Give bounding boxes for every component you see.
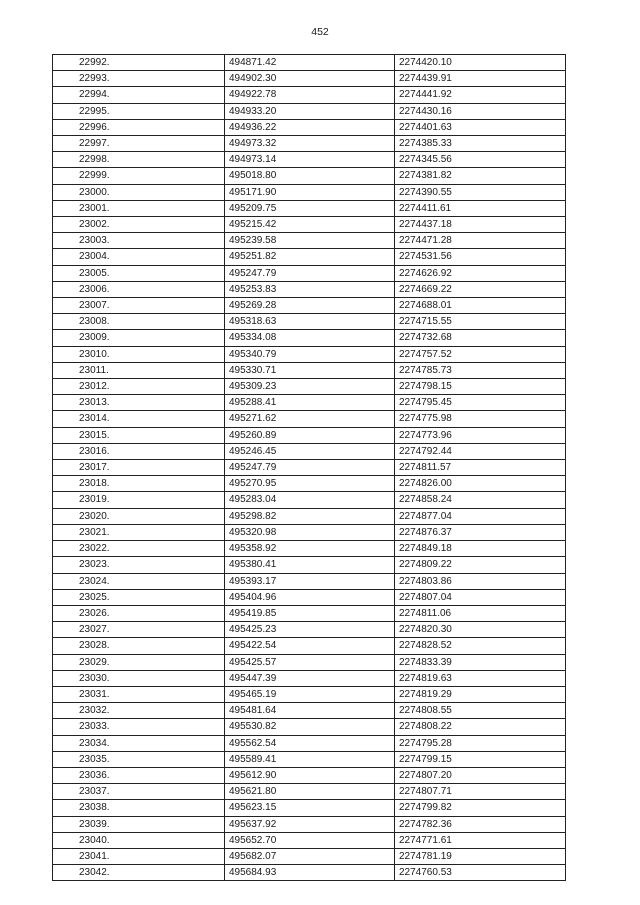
point-number-cell: 23000. (53, 184, 225, 200)
table-row (53, 265, 566, 281)
table-row (53, 55, 566, 71)
x-coordinate-cell: 495330.71 (225, 362, 395, 378)
table-row (53, 136, 566, 152)
table-row (53, 686, 566, 702)
x-coordinate-cell: 495251.82 (225, 249, 395, 265)
y-coordinate-cell: 2274833.39 (395, 654, 566, 670)
point-number-cell: 23014. (53, 411, 225, 427)
table-row (53, 832, 566, 848)
table-row (53, 654, 566, 670)
x-coordinate-cell: 495652.70 (225, 832, 395, 848)
x-coordinate-cell: 495288.41 (225, 395, 395, 411)
table-row (53, 508, 566, 524)
table-row (53, 735, 566, 751)
table-row (53, 443, 566, 459)
x-coordinate-cell: 495447.39 (225, 670, 395, 686)
y-coordinate-cell: 2274437.18 (395, 217, 566, 233)
y-coordinate-cell: 2274795.28 (395, 735, 566, 751)
x-coordinate-cell: 495269.28 (225, 298, 395, 314)
y-coordinate-cell: 2274808.55 (395, 703, 566, 719)
x-coordinate-cell: 495637.92 (225, 816, 395, 832)
x-coordinate-cell: 495419.85 (225, 605, 395, 621)
x-coordinate-cell: 495422.54 (225, 638, 395, 654)
y-coordinate-cell: 2274819.63 (395, 670, 566, 686)
y-coordinate-cell: 2274381.82 (395, 168, 566, 184)
x-coordinate-cell: 495239.58 (225, 233, 395, 249)
table-row (53, 103, 566, 119)
y-coordinate-cell: 2274811.06 (395, 605, 566, 621)
x-coordinate-cell: 495530.82 (225, 719, 395, 735)
y-coordinate-cell: 2274773.96 (395, 427, 566, 443)
table-row (53, 557, 566, 573)
page-number: 452 (311, 26, 329, 38)
point-number-cell: 23035. (53, 751, 225, 767)
table-row (53, 573, 566, 589)
x-coordinate-cell: 495260.89 (225, 427, 395, 443)
x-coordinate-cell: 494933.20 (225, 103, 395, 119)
x-coordinate-cell: 495270.95 (225, 476, 395, 492)
point-number-cell: 23019. (53, 492, 225, 508)
point-number-cell: 23036. (53, 767, 225, 783)
x-coordinate-cell: 494922.78 (225, 87, 395, 103)
x-coordinate-cell: 495562.54 (225, 735, 395, 751)
x-coordinate-cell: 495358.92 (225, 541, 395, 557)
y-coordinate-cell: 2274626.92 (395, 265, 566, 281)
y-coordinate-cell: 2274819.29 (395, 686, 566, 702)
point-number-cell: 23016. (53, 443, 225, 459)
point-number-cell: 23033. (53, 719, 225, 735)
y-coordinate-cell: 2274531.56 (395, 249, 566, 265)
table-row (53, 622, 566, 638)
x-coordinate-cell: 495309.23 (225, 379, 395, 395)
point-number-cell: 23040. (53, 832, 225, 848)
table-row (53, 200, 566, 216)
y-coordinate-cell: 2274849.18 (395, 541, 566, 557)
y-coordinate-cell: 2274798.15 (395, 379, 566, 395)
y-coordinate-cell: 2274760.53 (395, 865, 566, 881)
x-coordinate-cell: 495465.19 (225, 686, 395, 702)
x-coordinate-cell: 494936.22 (225, 119, 395, 135)
y-coordinate-cell: 2274757.52 (395, 346, 566, 362)
table-row (53, 492, 566, 508)
x-coordinate-cell: 495393.17 (225, 573, 395, 589)
point-number-cell: 23024. (53, 573, 225, 589)
table-row (53, 784, 566, 800)
table-row (53, 298, 566, 314)
point-number-cell: 23020. (53, 508, 225, 524)
point-number-cell: 23017. (53, 460, 225, 476)
x-coordinate-cell: 495623.15 (225, 800, 395, 816)
y-coordinate-cell: 2274808.22 (395, 719, 566, 735)
point-number-cell: 23034. (53, 735, 225, 751)
point-number-cell: 23013. (53, 395, 225, 411)
point-number-cell: 23039. (53, 816, 225, 832)
x-coordinate-cell: 495298.82 (225, 508, 395, 524)
point-number-cell: 23030. (53, 670, 225, 686)
point-number-cell: 23023. (53, 557, 225, 573)
x-coordinate-cell: 495340.79 (225, 346, 395, 362)
y-coordinate-cell: 2274411.61 (395, 200, 566, 216)
y-coordinate-cell: 2274715.55 (395, 314, 566, 330)
table-row (53, 767, 566, 783)
point-number-cell: 23021. (53, 524, 225, 540)
table-row (53, 427, 566, 443)
table-row (53, 346, 566, 362)
x-coordinate-cell: 495209.75 (225, 200, 395, 216)
table-row (53, 589, 566, 605)
table-row (53, 184, 566, 200)
point-number-cell: 23028. (53, 638, 225, 654)
x-coordinate-cell: 495246.45 (225, 443, 395, 459)
y-coordinate-cell: 2274669.22 (395, 281, 566, 297)
point-number-cell: 23022. (53, 541, 225, 557)
x-coordinate-cell: 495215.42 (225, 217, 395, 233)
x-coordinate-cell: 495481.64 (225, 703, 395, 719)
x-coordinate-cell: 494871.42 (225, 55, 395, 71)
point-number-cell: 23026. (53, 605, 225, 621)
x-coordinate-cell: 494902.30 (225, 71, 395, 87)
point-number-cell: 23004. (53, 249, 225, 265)
x-coordinate-cell: 495682.07 (225, 848, 395, 864)
table-row (53, 816, 566, 832)
y-coordinate-cell: 2274795.45 (395, 395, 566, 411)
y-coordinate-cell: 2274771.61 (395, 832, 566, 848)
y-coordinate-cell: 2274441.92 (395, 87, 566, 103)
coordinate-table (52, 54, 566, 881)
point-number-cell: 23042. (53, 865, 225, 881)
table-row (53, 541, 566, 557)
table-row (53, 314, 566, 330)
table-row (53, 379, 566, 395)
table-row (53, 87, 566, 103)
point-number-cell: 23009. (53, 330, 225, 346)
y-coordinate-cell: 2274811.57 (395, 460, 566, 476)
table-row (53, 751, 566, 767)
x-coordinate-cell: 495621.80 (225, 784, 395, 800)
table-row (53, 411, 566, 427)
x-coordinate-cell: 495247.79 (225, 265, 395, 281)
point-number-cell: 22999. (53, 168, 225, 184)
point-number-cell: 23005. (53, 265, 225, 281)
y-coordinate-cell: 2274807.04 (395, 589, 566, 605)
point-number-cell: 22993. (53, 71, 225, 87)
point-number-cell: 22994. (53, 87, 225, 103)
y-coordinate-cell: 2274785.73 (395, 362, 566, 378)
point-number-cell: 22998. (53, 152, 225, 168)
table-row (53, 119, 566, 135)
table-row (53, 638, 566, 654)
point-number-cell: 23007. (53, 298, 225, 314)
table-row (53, 152, 566, 168)
point-number-cell: 23018. (53, 476, 225, 492)
table-row (53, 217, 566, 233)
y-coordinate-cell: 2274807.71 (395, 784, 566, 800)
x-coordinate-cell: 495684.93 (225, 865, 395, 881)
table-row (53, 670, 566, 686)
x-coordinate-cell: 495271.62 (225, 411, 395, 427)
y-coordinate-cell: 2274781.19 (395, 848, 566, 864)
point-number-cell: 23041. (53, 848, 225, 864)
table-row (53, 395, 566, 411)
x-coordinate-cell: 495318.63 (225, 314, 395, 330)
y-coordinate-cell: 2274345.56 (395, 152, 566, 168)
x-coordinate-cell: 495425.57 (225, 654, 395, 670)
y-coordinate-cell: 2274826.00 (395, 476, 566, 492)
x-coordinate-cell: 495171.90 (225, 184, 395, 200)
y-coordinate-cell: 2274688.01 (395, 298, 566, 314)
x-coordinate-cell: 495612.90 (225, 767, 395, 783)
point-number-cell: 23010. (53, 346, 225, 362)
x-coordinate-cell: 495320.98 (225, 524, 395, 540)
point-number-cell: 23015. (53, 427, 225, 443)
table-row (53, 848, 566, 864)
point-number-cell: 23012. (53, 379, 225, 395)
x-coordinate-cell: 495425.23 (225, 622, 395, 638)
point-number-cell: 23002. (53, 217, 225, 233)
y-coordinate-cell: 2274820.30 (395, 622, 566, 638)
table-row (53, 703, 566, 719)
y-coordinate-cell: 2274803.86 (395, 573, 566, 589)
table-row (53, 71, 566, 87)
x-coordinate-cell: 495334.08 (225, 330, 395, 346)
y-coordinate-cell: 2274792.44 (395, 443, 566, 459)
y-coordinate-cell: 2274809.22 (395, 557, 566, 573)
table-row (53, 362, 566, 378)
point-number-cell: 22996. (53, 119, 225, 135)
table-row (53, 605, 566, 621)
y-coordinate-cell: 2274828.52 (395, 638, 566, 654)
table-row (53, 460, 566, 476)
point-number-cell: 22995. (53, 103, 225, 119)
point-number-cell: 23038. (53, 800, 225, 816)
point-number-cell: 23001. (53, 200, 225, 216)
point-number-cell: 23032. (53, 703, 225, 719)
point-number-cell: 23006. (53, 281, 225, 297)
table-row (53, 524, 566, 540)
table-row (53, 719, 566, 735)
x-coordinate-cell: 495589.41 (225, 751, 395, 767)
table-row (53, 330, 566, 346)
x-coordinate-cell: 494973.32 (225, 136, 395, 152)
point-number-cell: 23027. (53, 622, 225, 638)
y-coordinate-cell: 2274807.20 (395, 767, 566, 783)
point-number-cell: 23025. (53, 589, 225, 605)
x-coordinate-cell: 495404.96 (225, 589, 395, 605)
x-coordinate-cell: 494973.14 (225, 152, 395, 168)
table-row (53, 168, 566, 184)
coordinate-table-body (53, 55, 566, 881)
y-coordinate-cell: 2274420.10 (395, 55, 566, 71)
y-coordinate-cell: 2274775.98 (395, 411, 566, 427)
point-number-cell: 22992. (53, 55, 225, 71)
table-row (53, 476, 566, 492)
point-number-cell: 23037. (53, 784, 225, 800)
y-coordinate-cell: 2274471.28 (395, 233, 566, 249)
table-row (53, 800, 566, 816)
y-coordinate-cell: 2274732.68 (395, 330, 566, 346)
x-coordinate-cell: 495247.79 (225, 460, 395, 476)
point-number-cell: 22997. (53, 136, 225, 152)
y-coordinate-cell: 2274385.33 (395, 136, 566, 152)
table-row (53, 233, 566, 249)
point-number-cell: 23011. (53, 362, 225, 378)
y-coordinate-cell: 2274390.55 (395, 184, 566, 200)
x-coordinate-cell: 495018.80 (225, 168, 395, 184)
y-coordinate-cell: 2274799.82 (395, 800, 566, 816)
point-number-cell: 23031. (53, 686, 225, 702)
y-coordinate-cell: 2274799.15 (395, 751, 566, 767)
y-coordinate-cell: 2274876.37 (395, 524, 566, 540)
x-coordinate-cell: 495380.41 (225, 557, 395, 573)
y-coordinate-cell: 2274430.16 (395, 103, 566, 119)
table-row (53, 281, 566, 297)
x-coordinate-cell: 495283.04 (225, 492, 395, 508)
point-number-cell: 23029. (53, 654, 225, 670)
x-coordinate-cell: 495253.83 (225, 281, 395, 297)
y-coordinate-cell: 2274782.36 (395, 816, 566, 832)
y-coordinate-cell: 2274401.63 (395, 119, 566, 135)
y-coordinate-cell: 2274877.04 (395, 508, 566, 524)
y-coordinate-cell: 2274858.24 (395, 492, 566, 508)
table-row (53, 249, 566, 265)
point-number-cell: 23003. (53, 233, 225, 249)
point-number-cell: 23008. (53, 314, 225, 330)
table-row (53, 865, 566, 881)
y-coordinate-cell: 2274439.91 (395, 71, 566, 87)
